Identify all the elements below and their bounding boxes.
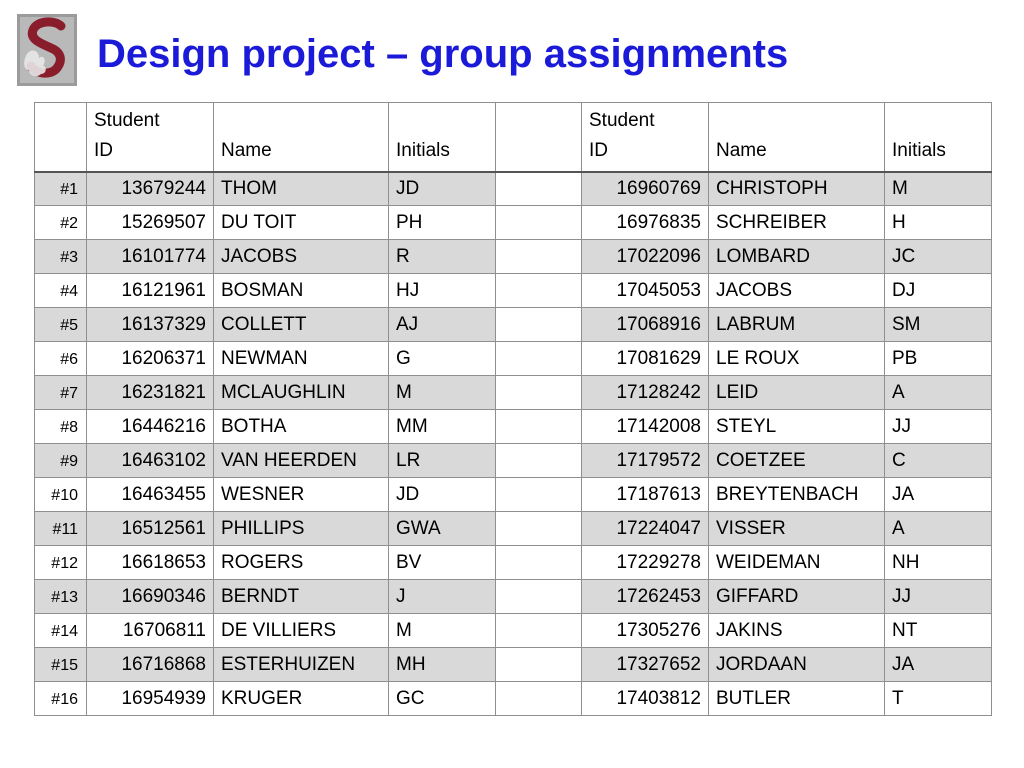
student-name-2: STEYL — [709, 410, 885, 444]
spacer-header — [496, 103, 582, 172]
student-initials-2: DJ — [885, 274, 992, 308]
student-name-2: JORDAAN — [709, 648, 885, 682]
student-id-2: 17403812 — [582, 682, 709, 716]
student-id-2: 17022096 — [582, 240, 709, 274]
row-number: #9 — [35, 444, 87, 478]
student-initials-2: NT — [885, 614, 992, 648]
spacer-cell — [496, 274, 582, 308]
table-row — [35, 478, 992, 512]
spacer-cell — [496, 648, 582, 682]
table-row — [35, 648, 992, 682]
student-name: ESTERHUIZEN — [214, 648, 389, 682]
table-row — [35, 682, 992, 716]
student-name-2: CHRISTOPH — [709, 172, 885, 206]
student-id-2: 17327652 — [582, 648, 709, 682]
student-initials-2: JJ — [885, 410, 992, 444]
student-initials-2: PB — [885, 342, 992, 376]
student-name: COLLETT — [214, 308, 389, 342]
student-id-2: 17305276 — [582, 614, 709, 648]
row-number: #1 — [35, 172, 87, 206]
spacer-cell — [496, 172, 582, 206]
row-number: #13 — [35, 580, 87, 614]
spacer-cell — [496, 580, 582, 614]
student-id: 15269507 — [87, 206, 214, 240]
student-initials-2: JC — [885, 240, 992, 274]
student-name-2: LE ROUX — [709, 342, 885, 376]
student-id: 16206371 — [87, 342, 214, 376]
initials-header-2: Initials — [885, 103, 992, 172]
student-initials: M — [389, 614, 496, 648]
student-id: 16463102 — [87, 444, 214, 478]
student-initials: BV — [389, 546, 496, 580]
row-number: #16 — [35, 682, 87, 716]
student-name: KRUGER — [214, 682, 389, 716]
student-initials: AJ — [389, 308, 496, 342]
student-initials-2: JJ — [885, 580, 992, 614]
row-number: #6 — [35, 342, 87, 376]
student-id: 16101774 — [87, 240, 214, 274]
crest-graphic — [17, 14, 77, 86]
student-initials-2: M — [885, 172, 992, 206]
student-initials: HJ — [389, 274, 496, 308]
name-header: Name — [214, 103, 389, 172]
student-initials: J — [389, 580, 496, 614]
student-initials: GC — [389, 682, 496, 716]
student-name: BERNDT — [214, 580, 389, 614]
student-initials-2: JA — [885, 478, 992, 512]
table-row — [35, 308, 992, 342]
student-name: NEWMAN — [214, 342, 389, 376]
student-id: 16512561 — [87, 512, 214, 546]
student-name: WESNER — [214, 478, 389, 512]
student-name: BOSMAN — [214, 274, 389, 308]
student-initials-2: NH — [885, 546, 992, 580]
table-row — [35, 512, 992, 546]
spacer-cell — [496, 410, 582, 444]
student-name-2: VISSER — [709, 512, 885, 546]
student-initials: GWA — [389, 512, 496, 546]
student-initials: M — [389, 376, 496, 410]
student-name: JACOBS — [214, 240, 389, 274]
student-name: ROGERS — [214, 546, 389, 580]
student-id-2: 17179572 — [582, 444, 709, 478]
table-row — [35, 614, 992, 648]
student-id: 16716868 — [87, 648, 214, 682]
student-name: BOTHA — [214, 410, 389, 444]
table-row — [35, 444, 992, 478]
student-id: 16137329 — [87, 308, 214, 342]
student-initials: PH — [389, 206, 496, 240]
table-header-row — [35, 103, 992, 172]
spacer-cell — [496, 546, 582, 580]
table-row — [35, 376, 992, 410]
row-number: #4 — [35, 274, 87, 308]
student-name: DE VILLIERS — [214, 614, 389, 648]
student-name: DU TOIT — [214, 206, 389, 240]
student-initials-2: SM — [885, 308, 992, 342]
student-name-2: WEIDEMAN — [709, 546, 885, 580]
student-id: 16954939 — [87, 682, 214, 716]
row-number: #11 — [35, 512, 87, 546]
student-id: 16618653 — [87, 546, 214, 580]
student-id-2: 17081629 — [582, 342, 709, 376]
student-id-header-2: Student ID — [582, 103, 709, 172]
student-id: 16121961 — [87, 274, 214, 308]
row-number-header — [35, 103, 87, 172]
student-initials-2: A — [885, 512, 992, 546]
row-number: #7 — [35, 376, 87, 410]
spacer-cell — [496, 444, 582, 478]
student-id-2: 16960769 — [582, 172, 709, 206]
table-row — [35, 410, 992, 444]
spacer-cell — [496, 376, 582, 410]
student-name-2: COETZEE — [709, 444, 885, 478]
table-row — [35, 342, 992, 376]
spacer-cell — [496, 512, 582, 546]
student-name: VAN HEERDEN — [214, 444, 389, 478]
student-initials: JD — [389, 478, 496, 512]
student-initials: MM — [389, 410, 496, 444]
group-assignment-table — [34, 102, 992, 716]
spacer-cell — [496, 682, 582, 716]
student-id-2: 17128242 — [582, 376, 709, 410]
student-id-2: 17068916 — [582, 308, 709, 342]
student-name-2: BUTLER — [709, 682, 885, 716]
student-name: MCLAUGHLIN — [214, 376, 389, 410]
student-name-2: LOMBARD — [709, 240, 885, 274]
student-name-2: SCHREIBER — [709, 206, 885, 240]
student-initials: G — [389, 342, 496, 376]
student-name: PHILLIPS — [214, 512, 389, 546]
student-id-2: 17187613 — [582, 478, 709, 512]
spacer-cell — [496, 308, 582, 342]
student-id-2: 16976835 — [582, 206, 709, 240]
row-number: #3 — [35, 240, 87, 274]
student-initials-2: JA — [885, 648, 992, 682]
spacer-cell — [496, 342, 582, 376]
row-number: #12 — [35, 546, 87, 580]
page-title: Design project – group assignments — [97, 32, 789, 76]
table-row — [35, 206, 992, 240]
student-initials: MH — [389, 648, 496, 682]
row-number: #10 — [35, 478, 87, 512]
table-row — [35, 274, 992, 308]
university-crest-icon — [17, 14, 77, 86]
spacer-cell — [496, 240, 582, 274]
student-id-2: 17045053 — [582, 274, 709, 308]
student-id-2: 17224047 — [582, 512, 709, 546]
table-row — [35, 172, 992, 206]
student-initials-2: A — [885, 376, 992, 410]
student-name-2: JACOBS — [709, 274, 885, 308]
table-row — [35, 546, 992, 580]
student-id: 16690346 — [87, 580, 214, 614]
student-name-2: LABRUM — [709, 308, 885, 342]
spacer-cell — [496, 614, 582, 648]
student-id: 16706811 — [87, 614, 214, 648]
student-id: 16231821 — [87, 376, 214, 410]
student-id-2: 17142008 — [582, 410, 709, 444]
student-initials-2: H — [885, 206, 992, 240]
student-initials: JD — [389, 172, 496, 206]
row-number: #8 — [35, 410, 87, 444]
student-name-2: JAKINS — [709, 614, 885, 648]
initials-header: Initials — [389, 103, 496, 172]
table-row — [35, 240, 992, 274]
spacer-cell — [496, 478, 582, 512]
row-number: #14 — [35, 614, 87, 648]
student-initials: R — [389, 240, 496, 274]
student-initials: LR — [389, 444, 496, 478]
student-id: 16446216 — [87, 410, 214, 444]
student-id-2: 17262453 — [582, 580, 709, 614]
table-body — [35, 172, 992, 716]
student-id-header: Student ID — [87, 103, 214, 172]
student-initials-2: C — [885, 444, 992, 478]
student-name-2: LEID — [709, 376, 885, 410]
student-name: THOM — [214, 172, 389, 206]
row-number: #2 — [35, 206, 87, 240]
student-id: 16463455 — [87, 478, 214, 512]
student-id-2: 17229278 — [582, 546, 709, 580]
table-row — [35, 580, 992, 614]
name-header-2: Name — [709, 103, 885, 172]
student-name-2: BREYTENBACH — [709, 478, 885, 512]
student-name-2: GIFFARD — [709, 580, 885, 614]
student-initials-2: T — [885, 682, 992, 716]
row-number: #15 — [35, 648, 87, 682]
student-id: 13679244 — [87, 172, 214, 206]
row-number: #5 — [35, 308, 87, 342]
spacer-cell — [496, 206, 582, 240]
